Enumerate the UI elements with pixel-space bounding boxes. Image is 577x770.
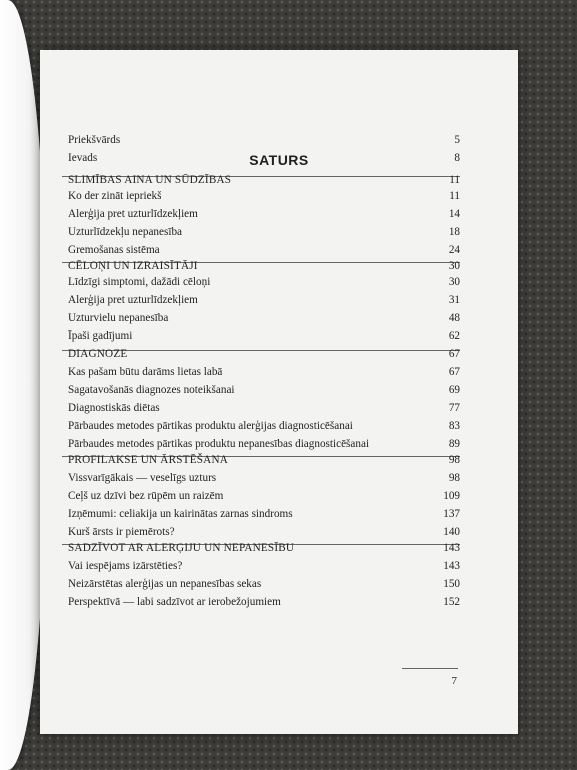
toc-entry-title: Vai iespējams izārstēties? [68,560,183,572]
toc-entry-title: SLIMĪBAS AINA UN SŪDZĪBAS [68,174,232,186]
toc-entry-page: 143 [443,560,460,572]
toc-entry [68,292,460,308]
toc-entry [68,470,460,486]
table-of-contents [40,50,518,734]
toc-entry-page: 5 [454,134,460,146]
page-title: SATURS [249,152,309,168]
toc-entry-title: Pārbaudes metodes pārtikas produktu alerģijas diagnosticēšanai [68,420,353,432]
toc-entry-title: Neizārstētas alerģijas un nepanesības sekas [68,578,262,590]
toc-entry [68,382,460,398]
toc-entry-title: Priekšvārds [68,134,121,146]
toc-entry-page: 140 [443,526,460,538]
toc-entry [68,400,460,416]
toc-entry-page: 77 [448,402,460,414]
toc-entry [68,206,460,222]
toc-entry [68,558,460,574]
toc-entry-page: 24 [448,244,460,256]
toc-entry [68,364,460,380]
toc-entry [68,418,460,434]
toc-entry-title: Vissvarīgākais — veselīgs uzturs [68,472,217,484]
toc-entry-page: 137 [443,508,460,520]
toc-entry-title: Ievads [68,152,98,164]
toc-entry [68,524,460,540]
toc-entry-page: 14 [448,208,460,220]
toc-entry-title: Kas pašam būtu darāms lietas labā [68,366,223,378]
toc-entry-page: 11 [449,190,460,202]
toc-entry-page: 30 [448,276,460,288]
toc-entry-page: 143 [443,542,460,554]
toc-entry-page: 152 [443,596,460,608]
toc-entry-title: Alerģija pret uzturlīdzekļiem [68,208,198,220]
toc-section-heading [68,258,460,274]
toc-entry-page: 30 [448,260,460,272]
toc-entry-page: 83 [448,420,460,432]
toc-entry-title: DIAGNOZE [68,348,128,360]
toc-entry-page: 67 [448,366,460,378]
toc-entry-title: CĒLOŅI UN IZRAISĪTĀJI [68,260,198,272]
toc-entry-page: 150 [443,578,460,590]
toc-entry-page: 8 [454,152,460,164]
toc-entry-page: 18 [448,226,460,238]
toc-entry-title: Alerģija pret uzturlīdzekļiem [68,294,198,306]
toc-entry-title: Sagatavošanās diagnozes noteikšanai [68,384,235,396]
toc-entry-title: Gremošanas sistēma [68,244,160,256]
toc-entry [68,150,460,166]
toc-entry [68,594,460,610]
toc-entry-title: Uzturvielu nepanesība [68,312,169,324]
toc-entry [68,274,460,290]
toc-entry-title: Ceļš uz dzīvi bez rūpēm un raizēm [68,490,224,502]
toc-entry-page: 69 [448,384,460,396]
toc-section-heading [68,540,460,556]
toc-entry [68,436,460,452]
toc-entry-page: 11 [449,174,460,186]
toc-entry-title: Kurš ārsts ir piemērots? [68,526,175,538]
toc-entry [68,488,460,504]
toc-entry-page: 48 [448,312,460,324]
toc-entry-title: Izņēmumi: celiakija un kairinātas zarnas sindroms [68,508,293,520]
toc-section-heading [68,172,460,188]
toc-entry-page: 98 [448,454,460,466]
toc-entry-title: Īpaši gadījumi [68,330,133,342]
toc-entry [68,188,460,204]
toc-entry-title: Ko der zināt iepriekš [68,190,162,202]
toc-entry-title: Diagnostiskās diētas [68,402,160,414]
toc-entry-title: Līdzīgi simptomi, dažādi cēloņi [68,276,211,288]
toc-entry [68,310,460,326]
toc-entry-title: PROFILAKSE UN ĀRSTĒŠANA [68,454,229,466]
toc-entry-page: 62 [448,330,460,342]
toc-entry [68,506,460,522]
toc-entry-page: 89 [448,438,460,450]
book-page [40,50,518,734]
toc-entry-page: 67 [448,348,460,360]
page-number: 7 [451,675,457,687]
toc-entry [68,328,460,344]
toc-entry-title: Perspektīvā — labi sadzīvot ar ierobežojumiem [68,596,281,608]
toc-entry [68,132,460,148]
toc-entry-title: Pārbaudes metodes pārtikas produktu nepanesības diagnosticēšanai [68,438,370,450]
toc-section-heading [68,452,460,468]
toc-entry-page: 109 [443,490,460,502]
toc-entry-title: SADZĪVOT AR ALERĢIJU UN NEPANESĪBU [68,542,295,554]
toc-entry-page: 98 [448,472,460,484]
toc-entry [68,224,460,240]
toc-entry-title: Uzturlīdzekļu nepanesība [68,226,183,238]
toc-entry [68,242,460,258]
toc-entry [68,576,460,592]
toc-entry-page: 31 [448,294,460,306]
toc-section-heading [68,346,460,362]
footer-rule [402,668,458,669]
